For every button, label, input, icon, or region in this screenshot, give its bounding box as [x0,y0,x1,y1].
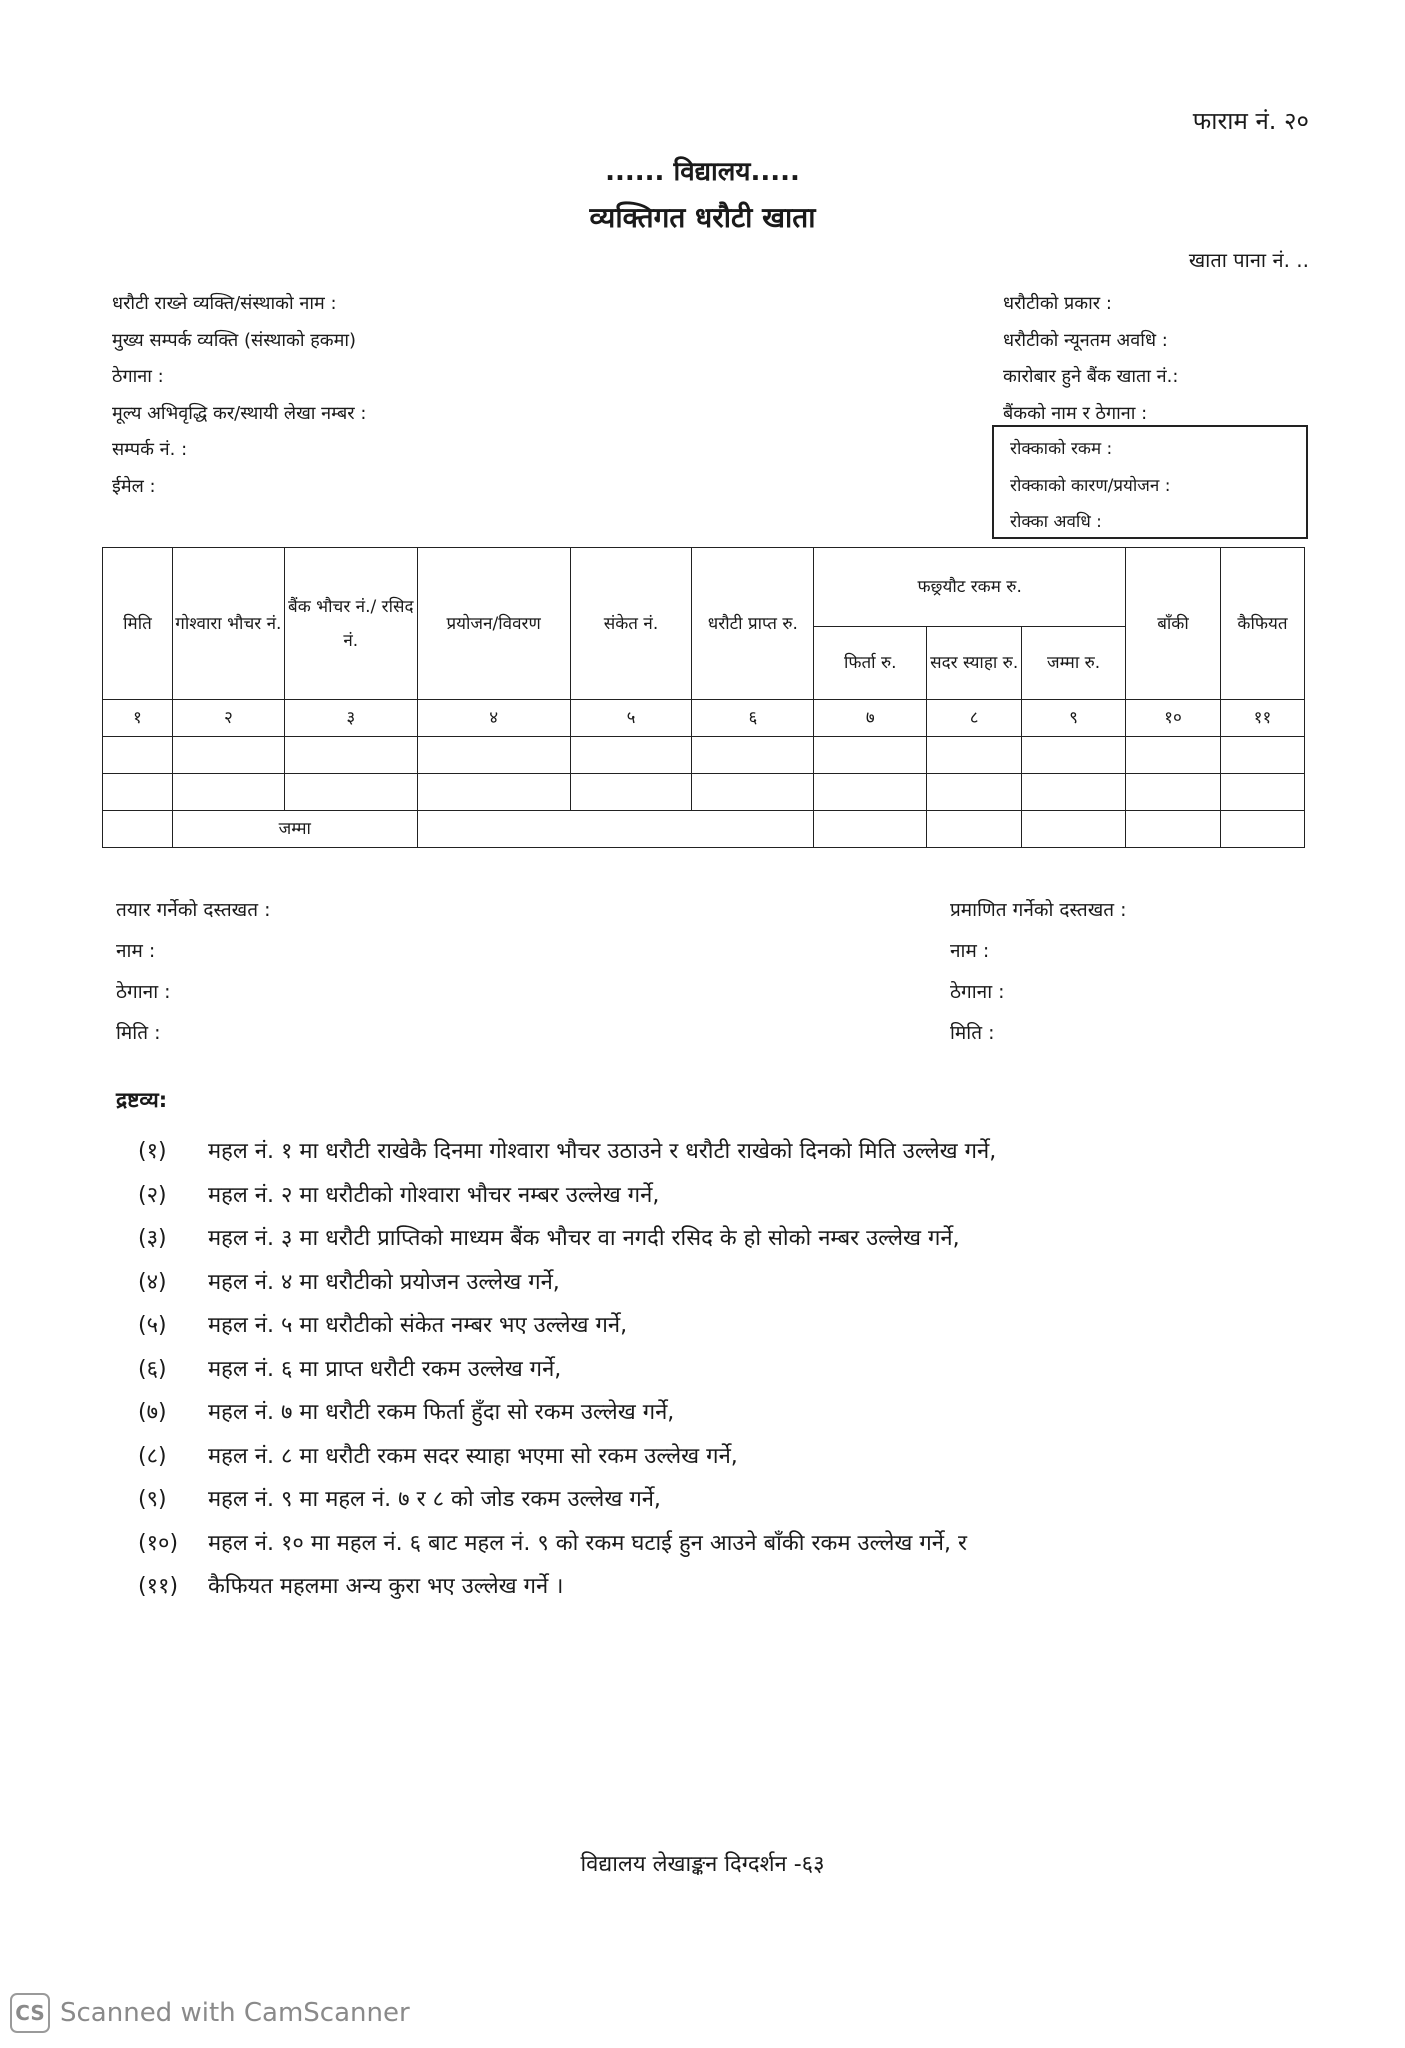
empty-cell [1126,774,1221,811]
column-number: ४ [417,700,570,737]
note-number: (१०) [138,1530,179,1556]
column-number: ९ [1022,700,1126,737]
table-row [103,737,1305,774]
note-number: (१) [138,1139,167,1164]
empty-cell [927,737,1022,774]
watermark-text: Scanned with CamScanner [60,1998,410,2028]
note-item [138,1304,996,1348]
header-forfeit: सदर स्याहा रु. [927,627,1022,700]
notes-heading: द्रष्टव्य: [116,1088,168,1112]
note-number: (५) [138,1313,167,1338]
note-number: (११) [138,1574,179,1599]
empty-cell [103,774,173,811]
note-item [138,1565,996,1609]
header-purpose: प्रयोजन/विवरण [417,548,570,700]
total-label: जम्मा [172,811,417,848]
empty-cell [172,737,284,774]
empty-cell [692,737,814,774]
hold-period-field: रोक्का अवधि : [1010,512,1102,532]
column-number: ११ [1220,700,1304,737]
note-item [138,1217,996,1261]
note-number: (७) [138,1400,167,1425]
note-text: महल नं. ७ मा धरौटी रकम फिर्ता हुँदा सो रकम उल्लेख गर्ने, [208,1400,675,1425]
note-text: महल नं. ३ मा धरौटी प्राप्तिको माध्यम बैंक भौचर वा नगदी रसिद के हो सोको नम्बर उल्लेख गर्ने, [208,1226,960,1251]
column-number: ६ [692,700,814,737]
hold-info-box [992,425,1308,539]
note-number: (९) [138,1487,167,1512]
bank-account-field: कारोबार हुने बैंक खाता नं.: [1003,366,1179,387]
note-item [138,1435,996,1479]
column-number-row [103,700,1305,737]
note-item [138,1174,996,1218]
hold-amount-field: रोक्काको रकम : [1010,439,1113,459]
note-number: (२) [138,1182,167,1208]
column-number: ३ [284,700,417,737]
header-refund: फिर्ता रु. [814,627,927,700]
note-item [138,1130,996,1174]
depositor-fields [112,286,366,505]
header-remarks: कैफियत [1220,548,1304,700]
empty-cell [927,811,1022,848]
camscanner-watermark [10,1993,410,2033]
empty-cell [692,774,814,811]
preparer-signature: तयार गर्नेको दस्तखत : [116,899,271,921]
empty-cell [1022,811,1126,848]
note-item [138,1391,996,1435]
header-settled: फछ्र्यौट रकम रु. [814,548,1126,627]
column-number: ८ [927,700,1022,737]
page-title: व्यक्तिगत धरौटी खाता [589,201,816,234]
ledger-page-number: खाता पाना नं. .. [1188,248,1309,272]
form-number: फाराम नं. २० [1192,107,1309,135]
vat-pan-field: मूल्य अभिवृद्धि कर/स्थायी लेखा नम्बर : [112,402,367,424]
notes-list [138,1130,996,1609]
total-row [103,811,1305,848]
note-item [138,1261,996,1305]
header-voucher-no: गोश्वारा भौचर नं. [172,548,284,700]
note-number: (४) [138,1269,167,1295]
empty-cell [814,811,927,848]
empty-cell [284,737,417,774]
empty-cell [103,737,173,774]
header-bank-voucher: बैंक भौचर नं./ रसिद नं. [284,548,417,700]
note-text: महल नं. ८ मा धरौटी रकम सदर स्याहा भएमा सो रकम उल्लेख गर्ने, [208,1443,738,1469]
empty-cell [417,811,814,848]
column-number: ७ [814,700,927,737]
header-received: धरौटी प्राप्त रु. [692,548,814,700]
preparer-address: ठेगाना : [116,981,171,1003]
bank-name-address-field: बैंकको नाम र ठेगाना : [1003,402,1148,424]
table-row [103,774,1305,811]
approver-signature-block [950,890,1127,1054]
note-item [138,1348,996,1392]
header-date: मिति [103,548,173,700]
min-period-field: धरौटीको न्यूनतम अवधि : [1003,329,1168,351]
approver-signature: प्रमाणित गर्नेको दस्तखत : [950,899,1127,921]
empty-cell [1220,774,1304,811]
empty-cell [814,774,927,811]
approver-address: ठेगाना : [950,981,1005,1003]
contact-person-field: मुख्य सम्पर्क व्यक्ति (संस्थाको हकमा) [112,329,357,351]
empty-cell [570,737,692,774]
depositor-name-field: धरौटी राख्ने व्यक्ति/संस्थाको नाम : [112,293,337,314]
note-text: महल नं. ४ मा धरौटीको प्रयोजन उल्लेख गर्ने, [208,1269,560,1295]
address-field: ठेगाना : [112,366,164,387]
empty-cell [1022,737,1126,774]
empty-cell [1126,737,1221,774]
approver-date: मिति : [950,1022,995,1044]
preparer-date: मिति : [116,1022,161,1044]
empty-cell [570,774,692,811]
empty-cell [927,774,1022,811]
page-footer: विद्यालय लेखाङ्कन दिग्दर्शन -६३ [580,1852,825,1877]
empty-cell [103,811,173,848]
note-item [138,1522,996,1566]
note-text: महल नं. ६ मा प्राप्त धरौटी रकम उल्लेख गर्ने, [208,1356,562,1382]
note-text: महल नं. १ मा धरौटी राखेकै दिनमा गोश्वारा भौचर उठाउने र धरौटी राखेको दिनको मिति उल्लेख गर्ने, [208,1139,997,1164]
note-text: महल नं. १० मा महल नं. ६ बाट महल नं. ९ को रकम घटाई हुन आउने बाँकी रकम उल्लेख गर्ने, र [208,1530,967,1556]
preparer-signature-block [116,890,271,1054]
column-number: ५ [570,700,692,737]
empty-cell [1220,811,1304,848]
empty-cell [417,774,570,811]
preparer-name: नाम : [116,940,156,962]
empty-cell [172,774,284,811]
note-number: (६) [138,1356,167,1382]
header-code-no: संकेत नं. [570,548,692,700]
note-text: महल नं. ९ मा महल नं. ७ र ८ को जोड रकम उल्लेख गर्ने, [208,1487,661,1512]
note-item [138,1478,996,1522]
deposit-type-field: धरौटीको प्रकार : [1003,293,1112,314]
empty-cell [284,774,417,811]
header-sub-total: जम्मा रु. [1022,627,1126,700]
column-number: १० [1126,700,1221,737]
empty-cell [1022,774,1126,811]
deposit-ledger-table [102,547,1305,848]
header-balance: बाँकी [1126,548,1221,700]
empty-cell [1220,737,1304,774]
empty-cell [417,737,570,774]
note-text: महल नं. २ मा धरौटीको गोश्वारा भौचर नम्बर उल्लेख गर्ने, [208,1182,660,1208]
empty-cell [814,737,927,774]
column-number: २ [172,700,284,737]
note-text: महल नं. ५ मा धरौटीको संकेत नम्बर भए उल्लेख गर्ने, [208,1313,628,1338]
column-number: १ [103,700,173,737]
note-text: कैफियत महलमा अन्य कुरा भए उल्लेख गर्ने । [208,1574,564,1599]
note-number: (३) [138,1226,167,1251]
camscanner-logo-icon: CS [10,1993,50,2033]
empty-cell [1126,811,1221,848]
phone-field: सम्पर्क नं. : [112,439,188,460]
note-number: (८) [138,1443,167,1469]
deposit-fields [1003,286,1178,432]
school-heading: ...... विद्यालय..... [605,157,800,187]
approver-name: नाम : [950,940,990,962]
hold-reason-field: रोक्काको कारण/प्रयोजन : [1010,475,1171,496]
email-field: ईमेल : [112,475,156,497]
